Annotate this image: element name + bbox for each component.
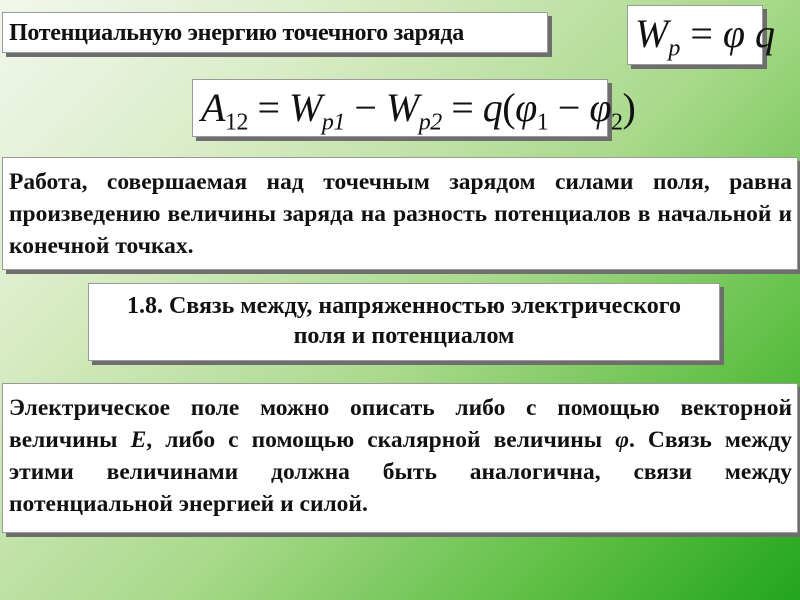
work-formula-text	[201, 84, 635, 136]
minus-sign-1: −	[344, 85, 386, 130]
open-paren: (	[502, 85, 516, 130]
potential-energy-formula-text	[635, 10, 775, 62]
field-text-part-3: . Связь между этими величинами должна быть аналогична, связи между потенциальной энергией и силой.	[9, 427, 792, 517]
section-heading-box	[88, 283, 720, 361]
symbol-w: W	[635, 11, 669, 56]
subscript-2: 2	[610, 109, 623, 136]
symbol-e: E	[130, 427, 147, 453]
title-text: Потенциальную энергию точечного заряда	[9, 20, 464, 46]
close-paren: )	[622, 85, 636, 130]
minus-sign-2: −	[548, 85, 590, 130]
section-heading-line-2: поля и потенциалом	[293, 323, 515, 349]
subscript-p2: p2	[418, 109, 442, 136]
field-description-box	[2, 383, 798, 533]
subscript-p: p	[668, 35, 681, 62]
symbol-w2: W	[385, 85, 419, 130]
symbol-phi2: φ	[589, 85, 611, 130]
symbol-phi1: φ	[515, 85, 537, 130]
work-formula	[192, 79, 636, 137]
equals-sign-1: =	[247, 85, 289, 130]
equals-sign: =	[680, 11, 723, 56]
symbol-q: q	[482, 85, 503, 130]
subscript-1: 1	[536, 109, 549, 136]
title-box	[2, 12, 548, 53]
symbol-phi: φ	[722, 11, 746, 56]
equals-sign-2: =	[441, 85, 483, 130]
section-heading-line-1: 1.8. Связь между, напряженностью электрического	[126, 293, 682, 319]
work-definition-text: Работа, совершаемая над точечным зарядом силами поля, равна произведению величины заряда на разность потенциалов в начальной и конечной точках.	[9, 169, 792, 259]
potential-energy-formula	[627, 5, 776, 65]
section-heading	[89, 291, 719, 351]
field-text-part-2: , либо с помощью скалярной величины	[146, 427, 616, 453]
symbol-a: A	[201, 85, 225, 130]
subscript-12: 12	[224, 109, 248, 136]
work-definition-box	[2, 157, 798, 270]
subscript-p1: p1	[321, 109, 345, 136]
symbol-w1: W	[289, 85, 322, 130]
field-description-text	[9, 392, 792, 520]
field-text-part-1: Электрическое поле можно описать либо с помощью векторной величины	[9, 395, 792, 453]
symbol-q: q	[745, 11, 776, 56]
symbol-phi: φ	[615, 427, 629, 453]
